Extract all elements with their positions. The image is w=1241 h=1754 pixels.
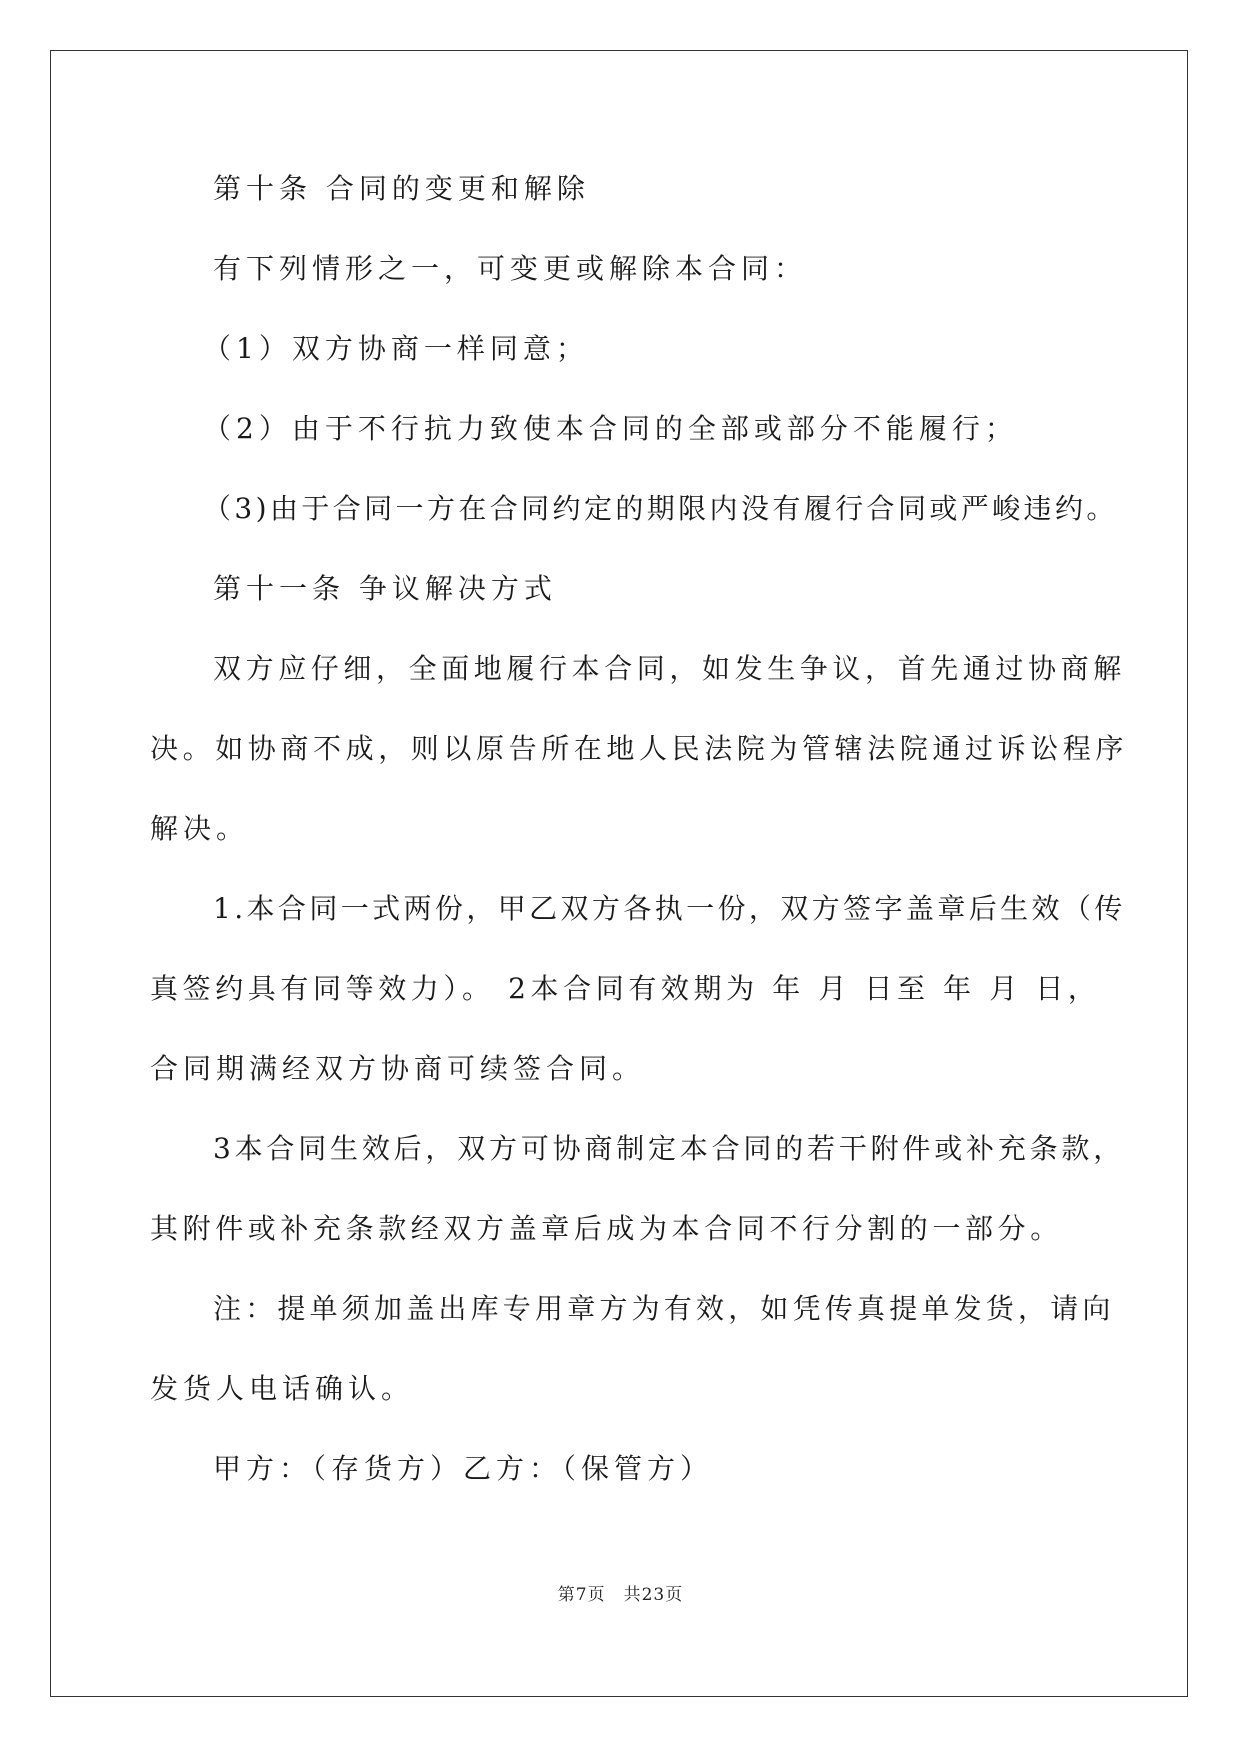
list-item-3: （3)由于合同一方在合同约定的期限内没有履行合同或严峻违约。 — [203, 492, 1118, 525]
paragraph-line: 双方应仔细，全面地履行本合同，如发生争议，首先通过协商解 — [213, 652, 1126, 685]
list-item-1: （1）双方协商一样同意； — [203, 332, 589, 365]
article-10-heading: 第十条 合同的变更和解除 — [213, 172, 590, 205]
note-line: 发货人电话确认。 — [150, 1372, 415, 1405]
paragraph-line: 决。如协商不成，则以原告所在地人民法院为管辖法院通过诉讼程序 — [150, 732, 1129, 765]
page-border — [50, 50, 1188, 1697]
page-total: 共23页 — [623, 1585, 684, 1605]
paragraph-line: 3本合同生效后，双方可协商制定本合同的若干附件或补充条款， — [213, 1132, 1126, 1165]
paragraph-line: 解决。 — [150, 812, 250, 845]
list-item-2: （2）由于不行抗力致使本合同的全部或部分不能履行； — [203, 412, 1018, 445]
note-line: 注：提单须加盖出库专用章方为有效，如凭传真提单发货，请向 — [213, 1292, 1115, 1325]
page-number: 第7页 — [557, 1585, 606, 1605]
page-footer — [0, 1580, 1241, 1605]
signature-parties: 甲方：（存货方）乙方：（保管方） — [213, 1452, 714, 1485]
paragraph-line: 真签约具有同等效力）。 2本合同有效期为 年 月 日至 年 月 日， — [150, 972, 1101, 1005]
article-11-heading: 第十一条 争议解决方式 — [213, 572, 557, 605]
paragraph-line: 1.本合同一式两份，甲乙双方各执一份，双方签字盖章后生效（传 — [213, 892, 1126, 925]
paragraph-line: 有下列情形之一，可变更或解除本合同： — [213, 252, 808, 285]
paragraph-line: 其附件或补充条款经双方盖章后成为本合同不行分割的一部分。 — [150, 1212, 1063, 1245]
paragraph-line: 合同期满经双方协商可续签合同。 — [150, 1052, 646, 1085]
